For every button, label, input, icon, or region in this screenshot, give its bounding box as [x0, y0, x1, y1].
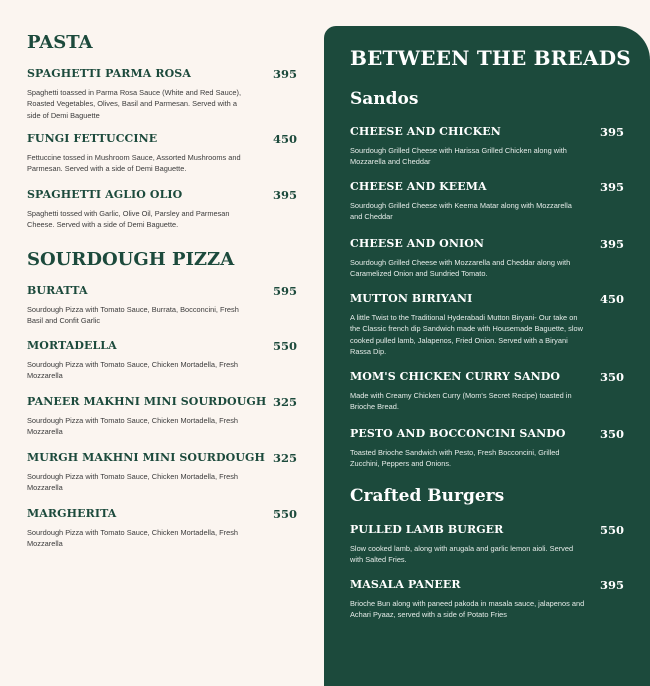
item-description: Spaghetti toassed in Parma Rosa Sauce (White and Red Sauce), Roasted Vegetables, Olives, Basil and Parmesan. Served with a side of Demi Baguette — [27, 88, 242, 120]
item-price: 550 — [273, 339, 298, 353]
item-name: SPAGHETTI PARMA ROSA — [27, 67, 191, 80]
item-price: 395 — [600, 578, 625, 592]
item-name: FUNGI FETTUCCINE — [27, 132, 158, 145]
panel-title: BETWEEN THE BREADS — [350, 46, 631, 70]
item-description: Sourdough Grilled Cheese with Keema Matar along with Mozzarella and Cheddar — [350, 201, 572, 222]
menu-item-paneer-makhni — [27, 395, 299, 438]
item-description: Sourdough Pizza with Tomato Sauce, Burrata, Bocconcini, Fresh Basil and Confit Garlic — [27, 305, 239, 326]
item-price: 450 — [600, 292, 625, 306]
item-description: Spaghetti tossed with Garlic, Olive Oil, Parsley and Parmesan Cheese. Served with a side of Demi Baguette. — [27, 209, 230, 230]
item-description: Sourdough Pizza with Tomato Sauce, Chicken Mortadella, Fresh Mozzarella — [27, 472, 239, 493]
menu-item-spaghetti-aglio-olio — [27, 188, 299, 231]
menu-item-cheese-and-onion — [350, 237, 624, 280]
menu-item-fungi-fettuccine — [27, 132, 299, 175]
item-price: 595 — [273, 284, 298, 298]
menu-item-cheese-and-keema — [350, 180, 624, 223]
menu-item-mortadella — [27, 339, 299, 382]
item-name: MUTTON BIRIYANI — [350, 292, 473, 305]
left-menu-column — [0, 0, 325, 662]
menu-item-margherita — [27, 507, 299, 550]
item-price: 550 — [273, 507, 298, 521]
menu-item-mutton-biriyani — [350, 292, 624, 358]
item-price: 325 — [273, 451, 298, 465]
item-description: Fettuccine tossed in Mushroom Sauce, Assorted Mushrooms and Parmesan. Served with a side of Demi Baguette. — [27, 153, 241, 174]
item-description: Sourdough Pizza with Tomato Sauce, Chicken Mortadella, Fresh Mozzarella — [27, 360, 239, 381]
item-description: Sourdough Pizza with Tomato Sauce, Chicken Mortadella, Fresh Mozzarella — [27, 528, 239, 549]
section-title-sandos: Sandos — [350, 89, 419, 109]
section-title-pasta: PASTA — [27, 32, 93, 53]
item-name: MASALA PANEER — [350, 578, 461, 591]
menu-item-pulled-lamb-burger — [350, 523, 624, 566]
item-price: 395 — [273, 67, 298, 81]
item-price: 450 — [273, 132, 298, 146]
item-name: MARGHERITA — [27, 507, 117, 520]
item-description: Sourdough Pizza with Tomato Sauce, Chicken Mortadella, Fresh Mozzarella — [27, 416, 239, 437]
item-name: MORTADELLA — [27, 339, 117, 352]
item-price: 395 — [600, 180, 625, 194]
item-name: CHEESE AND CHICKEN — [350, 125, 501, 138]
item-price: 550 — [600, 523, 625, 537]
item-price: 325 — [273, 395, 298, 409]
item-description: Toasted Brioche Sandwich with Pesto, Fresh Bocconcini, Grilled Zucchini, Peppers and Onions. — [350, 448, 560, 469]
menu-item-cheese-and-chicken — [350, 125, 624, 168]
item-price: 395 — [273, 188, 298, 202]
item-description: Sourdough Grilled Cheese with Harissa Grilled Chicken along with Mozzarella and Cheddar — [350, 146, 567, 167]
menu-item-murgh-makhni — [27, 451, 299, 494]
menu-item-pesto-and-bocconcini-sando — [350, 427, 624, 470]
right-menu-panel — [324, 26, 650, 686]
menu-item-spaghetti-parma-rosa — [27, 67, 299, 121]
item-description: Made with Creamy Chicken Curry (Mom's Secret Recipe) toasted in Brioche Bread. — [350, 391, 572, 412]
item-name: CHEESE AND KEEMA — [350, 180, 487, 193]
item-name: SPAGHETTI AGLIO OLIO — [27, 188, 183, 201]
item-name: BURATTA — [27, 284, 88, 297]
item-description: Slow cooked lamb, along with arugala and garlic lemon aioli. Served with Salted Fries. — [350, 544, 574, 565]
menu-item-buratta — [27, 284, 299, 327]
item-description: A little Twist to the Traditional Hyderabadi Mutton Biryani- Our take on the Classic french dip Sandwich made with Housemade Baguette, slow cooked pulled lamb, Jalapenos, Fried Onion. Served with a Biryani Rassa Dip. — [350, 313, 583, 357]
section-title-sourdough-pizza: SOURDOUGH PIZZA — [27, 249, 235, 270]
item-description: Brioche Bun along with paneed pakoda in masala sauce, jalapenos and Achari Pyaaz, served with a side of Potato Fries — [350, 599, 585, 620]
menu-item-masala-paneer — [350, 578, 624, 621]
item-price: 350 — [600, 370, 625, 384]
item-description: Sourdough Grilled Cheese with Mozzarella and Cheddar along with Caramelized Onion and Sundried Tomato. — [350, 258, 571, 279]
item-name: MOM'S CHICKEN CURRY SANDO — [350, 370, 561, 383]
item-name: PULLED LAMB BURGER — [350, 523, 504, 536]
menu-item-moms-chicken-curry-sando — [350, 370, 624, 413]
item-name: PESTO AND BOCCONCINI SANDO — [350, 427, 566, 440]
item-name: CHEESE AND ONION — [350, 237, 485, 250]
item-name: PANEER MAKHNI MINI SOURDOUGH — [27, 395, 267, 408]
section-title-crafted-burgers: Crafted Burgers — [350, 486, 505, 506]
item-price: 395 — [600, 125, 625, 139]
item-price: 350 — [600, 427, 625, 441]
item-name: MURGH MAKHNI MINI SOURDOUGH — [27, 451, 266, 464]
item-price: 395 — [600, 237, 625, 251]
